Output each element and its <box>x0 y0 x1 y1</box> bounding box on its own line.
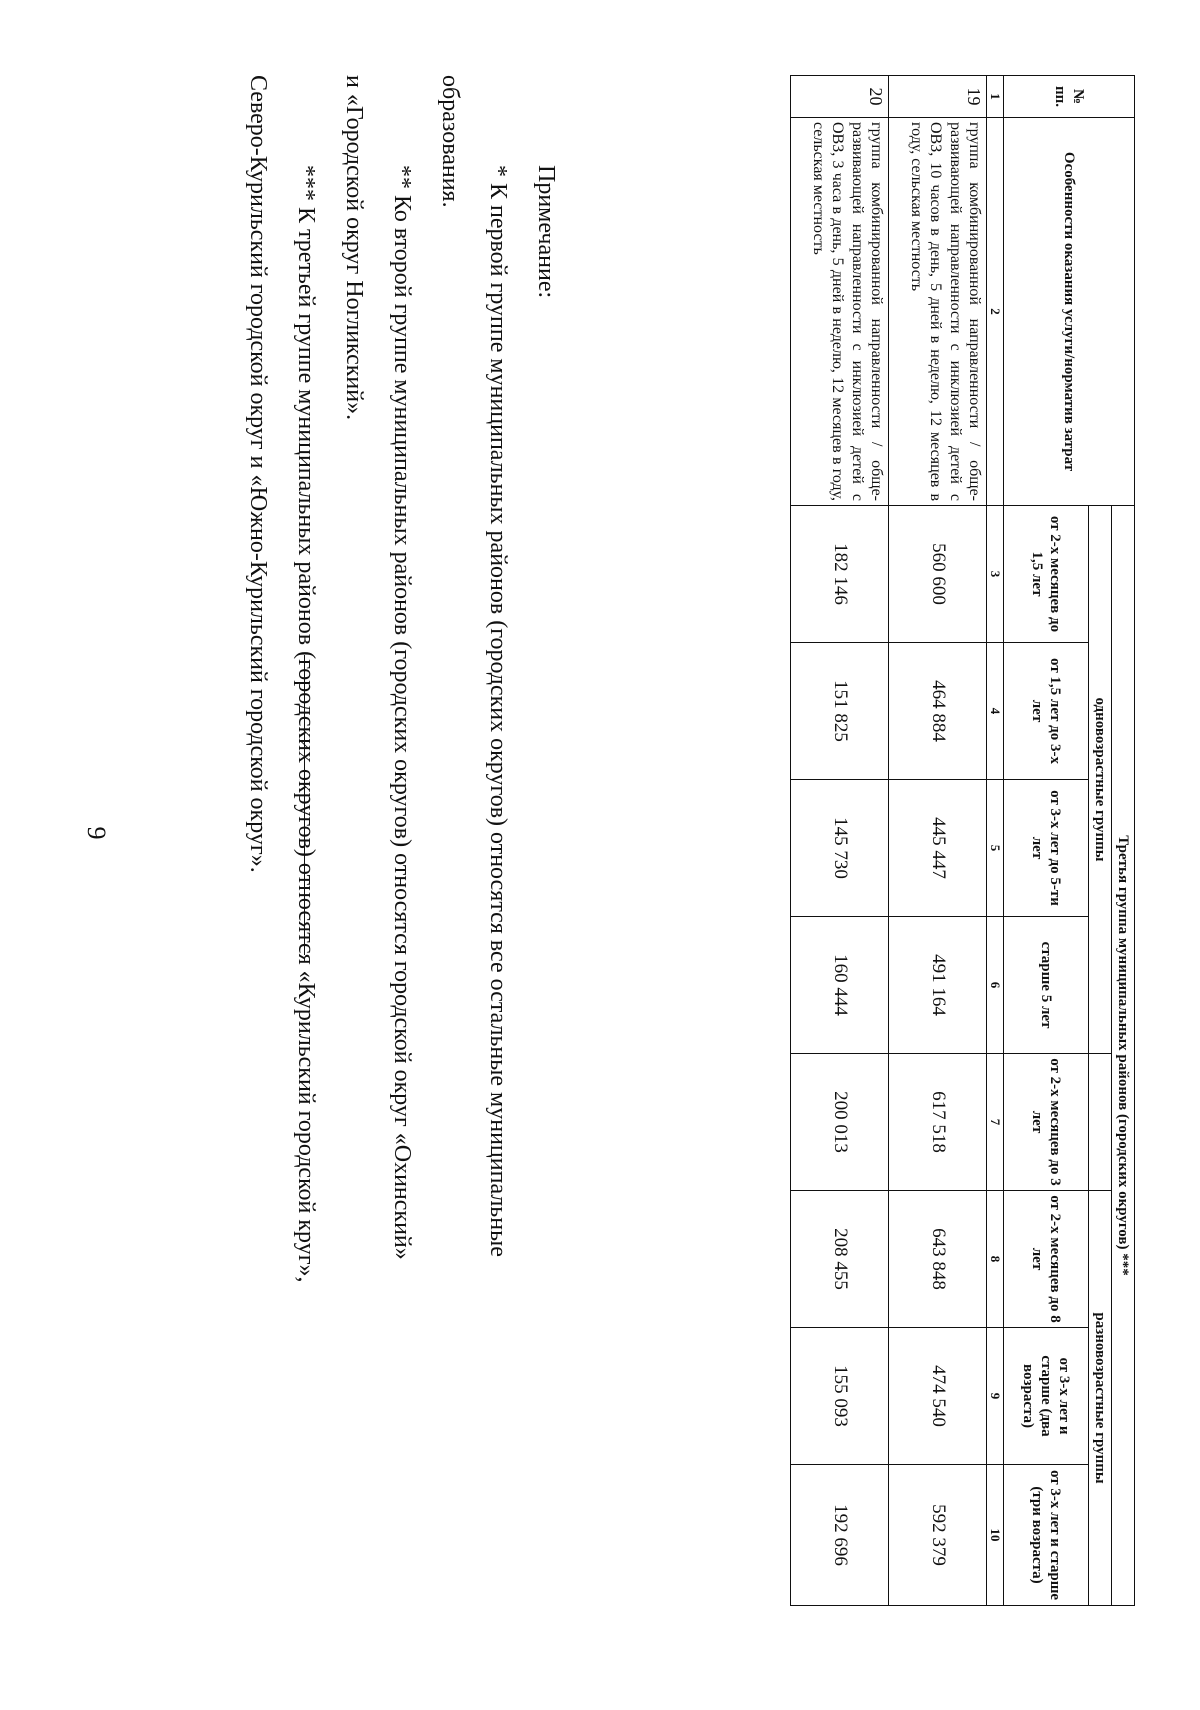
header-age-col: старше 5 лет <box>1004 917 1089 1054</box>
header-single-age: одновозрастные группы <box>1089 506 1112 1054</box>
column-number: 5 <box>987 780 1004 917</box>
cost-value: 182 146 <box>791 506 889 643</box>
note-third-group: *** К третьей группе муниципальных районов (городских округов) относятся «Курильский городской круг», <box>293 165 319 1283</box>
header-age-col: от 3-х лет и старше (три возраста) <box>1004 1465 1089 1606</box>
column-number: 10 <box>987 1465 1004 1606</box>
row-description: группа комбинированной направленности / обще-развивающей направленности с инклюзией детей с ОВЗ, 3 часа в день, 5 дней в неделю, 12 месяцев в году, сельская местность <box>791 118 889 506</box>
cost-value: 155 093 <box>791 1328 889 1465</box>
note-second-group-end: и «Городской округ Ногликский». <box>341 75 367 421</box>
cost-value: 643 848 <box>889 1191 987 1328</box>
header-age-col: от 3-х лет до 5-ти лет <box>1004 780 1089 917</box>
note-first-group-end: образования. <box>437 75 463 208</box>
cost-value: 592 379 <box>889 1465 987 1606</box>
header-mixed-age: разновозрастные группы <box>1089 1191 1112 1606</box>
header-age-col: от 2-х месяцев до 8 лет <box>1004 1191 1089 1328</box>
table-row <box>889 76 987 1606</box>
header-age-col: от 3-х лет и старше (два возраста) <box>1004 1328 1089 1465</box>
header-num: № пп. <box>1004 76 1135 118</box>
note-second-group: ** Ко второй группе муниципальных районов (городских округов) относятся городской округ «Охинский» <box>389 165 415 1260</box>
table-row <box>791 76 889 1606</box>
notes-section <box>234 75 570 1605</box>
note-third-group-end: Северо-Курильский городской округ и «Южно-Курильский городской округ». <box>245 75 271 873</box>
cost-value: 151 825 <box>791 643 889 780</box>
column-number: 1 <box>987 76 1004 118</box>
row-description: группа комбинированной направленности / обще-развивающей направленности с инклюзией детей с ОВЗ, 10 часов в день, 5 дней в неделю, 12 месяцев в году, сельская местность <box>889 118 987 506</box>
column-number: 4 <box>987 643 1004 780</box>
header-age-col: от 2-х месяцев до 1,5 лет <box>1004 506 1089 643</box>
cost-value: 192 696 <box>791 1465 889 1606</box>
notes-title: Примечание: <box>533 165 559 299</box>
header-group: Третья группа муниципальных районов (городских округов) *** <box>1112 506 1135 1606</box>
separator-line <box>304 655 305 955</box>
cost-value: 617 518 <box>889 1054 987 1191</box>
cost-value: 160 444 <box>791 917 889 1054</box>
cost-value: 474 540 <box>889 1328 987 1465</box>
header-age-col: от 1,5 лет до 3-х лет <box>1004 643 1089 780</box>
cost-norms-table <box>790 75 1135 1606</box>
column-number: 6 <box>987 917 1004 1054</box>
cost-value: 145 730 <box>791 780 889 917</box>
cost-value: 208 455 <box>791 1191 889 1328</box>
cost-value: 445 447 <box>889 780 987 917</box>
cost-value: 200 013 <box>791 1054 889 1191</box>
rotated-page-content <box>35 75 1135 1605</box>
page-number: 9 <box>82 826 111 840</box>
note-first-group: * К первой группе муниципальных районов (городских округов) относятся все остальные муниципальные <box>485 165 511 1257</box>
cost-value: 464 884 <box>889 643 987 780</box>
column-number: 8 <box>987 1191 1004 1328</box>
cost-value: 560 600 <box>889 506 987 643</box>
cost-value: 491 164 <box>889 917 987 1054</box>
row-number: 19 <box>889 76 987 118</box>
column-number: 2 <box>987 118 1004 506</box>
row-number: 20 <box>791 76 889 118</box>
column-number: 9 <box>987 1328 1004 1465</box>
column-number: 3 <box>987 506 1004 643</box>
column-number: 7 <box>987 1054 1004 1191</box>
header-desc: Особенности оказания услуги/норматив затрат <box>1004 118 1135 506</box>
header-age-col: от 2-х месяцев до 3 лет <box>1004 1054 1089 1191</box>
